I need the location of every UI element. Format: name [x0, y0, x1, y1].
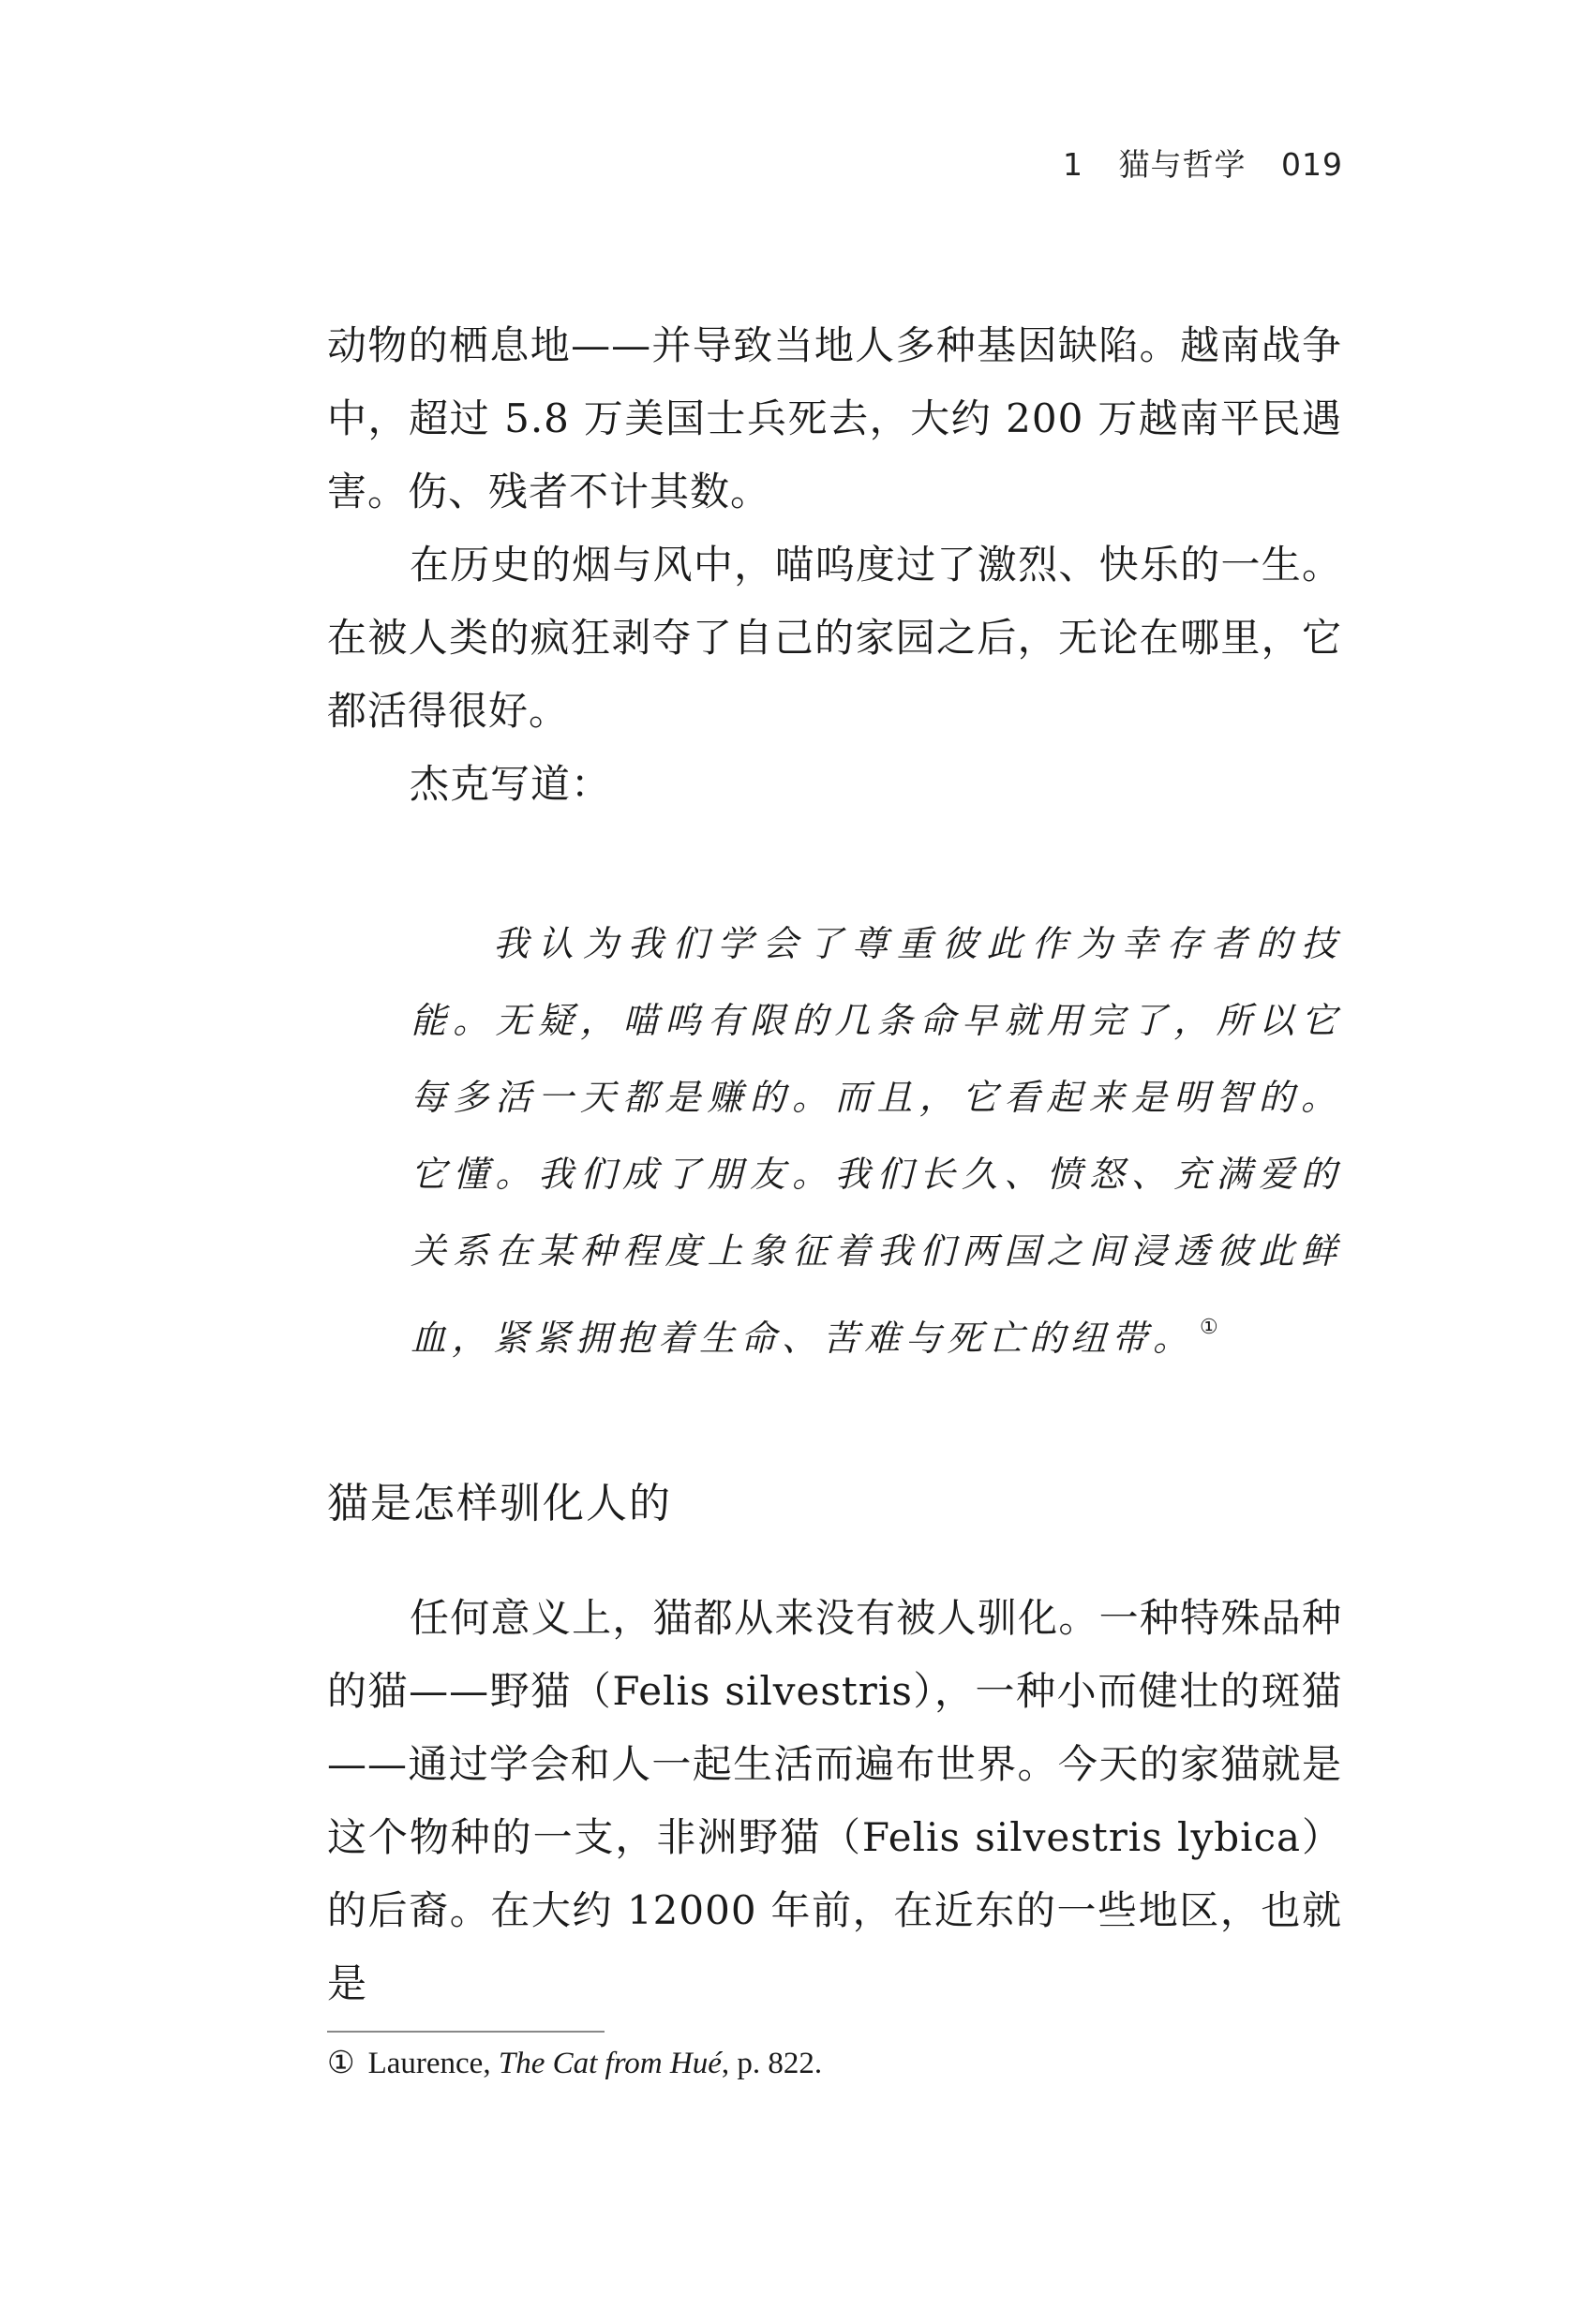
body-text-block-1: [327, 309, 1342, 821]
footnote: [327, 2041, 822, 2086]
paragraph-quote-intro: 杰克写道：: [410, 761, 612, 807]
footnote-divider: [327, 2031, 605, 2033]
paragraph-continued: 动物的栖息地——并导致当地人多种基因缺陷。越南战争中，超过 5.8 万美国士兵死去，大约 200 万越南平民遇害。伤、残者不计其数。: [327, 322, 1342, 514]
quote-text: 我认为我们学会了尊重彼此作为幸存者的技能。无疑，喵呜有限的几条命早就用完了，所以它每多活一天都是赚的。而且，它看起来是明智的。它懂。我们成了朋友。我们长久、愤怒、充满爱的关系在某种程度上象征着我们两国之间浸透彼此鲜血，紧紧拥抱着生命、苦难与死亡的纽带。: [411, 923, 1342, 1359]
footnote-pages: , p. 822.: [721, 2047, 823, 2080]
chapter-title: 猫与哲学: [1118, 146, 1247, 183]
paragraph: 任何意义上，猫都从来没有被人驯化。一种特殊品种的猫——野猫（Felis silvestris），一种小而健壮的斑猫——通过学会和人一起生活而遍布世界。今天的家猫就是这个物种的一支，非洲野猫（Felis silvestris lybica）的后裔。在大约 12000 年前，在近东的一些地区，也就是: [327, 1595, 1342, 2006]
running-header: [1063, 141, 1343, 185]
footnote-reference[interactable]: ①: [1200, 1316, 1218, 1339]
section-heading: 猫是怎样驯化人的: [327, 1480, 672, 1527]
block-quote: [411, 905, 1342, 1377]
footnote-mark: ①: [327, 2047, 355, 2080]
footnote-title: The Cat from Hué: [498, 2047, 722, 2080]
quote-paragraph: [411, 905, 1342, 1377]
chapter-number: 1: [1063, 146, 1083, 183]
page-number: 019: [1281, 146, 1343, 183]
paragraph: 在历史的烟与风中，喵呜度过了激烈、快乐的一生。在被人类的疯狂剥夺了自己的家园之后，无论在哪里，它都活得很好。: [327, 542, 1342, 734]
body-text-block-2: [327, 1582, 1342, 2020]
footnote-author: Laurence,: [367, 2047, 491, 2080]
